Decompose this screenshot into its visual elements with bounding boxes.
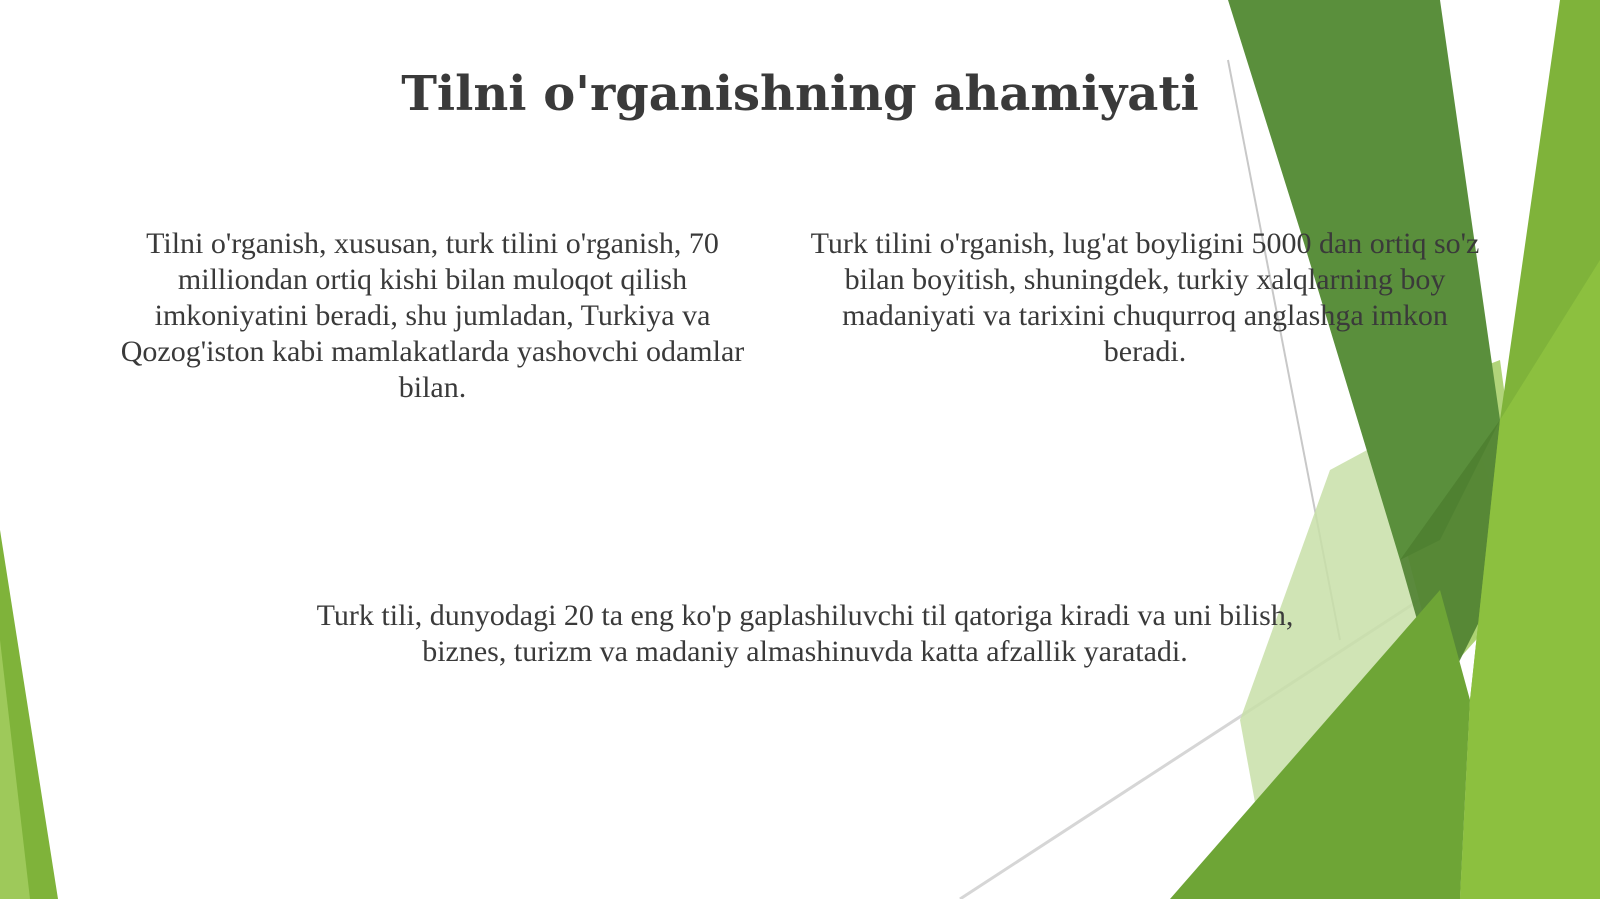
left-paragraph: Tilni o'rganish, xususan, turk tilini o'rganish, 70 milliondan ortiq kishi bilan muloqot qilish imkoniyatini beradi, shu jumladan, Turkiya va Qozog'iston kabi mamlakatlarda yashovchi odamlar bilan. (120, 227, 745, 404)
bottom-paragraph: Turk tili, dunyodagi 20 ta eng ko'p gaplashiluvchi til qatoriga kiradi va uni bilish, biznes, turizm va madaniy almashinuvda katta afzallik yaratadi. (316, 599, 1294, 668)
slide-title: Tilni o'rganishning ahamiyati (401, 66, 1199, 122)
right-paragraph: Turk tilini o'rganish, lug'at boyligini 5000 dan ortiq so'z bilan boyitish, shuningdek, turkiy xalqlarning boy madaniyati va tarixini chuqurroq anglashga imkon beradi. (810, 227, 1480, 368)
